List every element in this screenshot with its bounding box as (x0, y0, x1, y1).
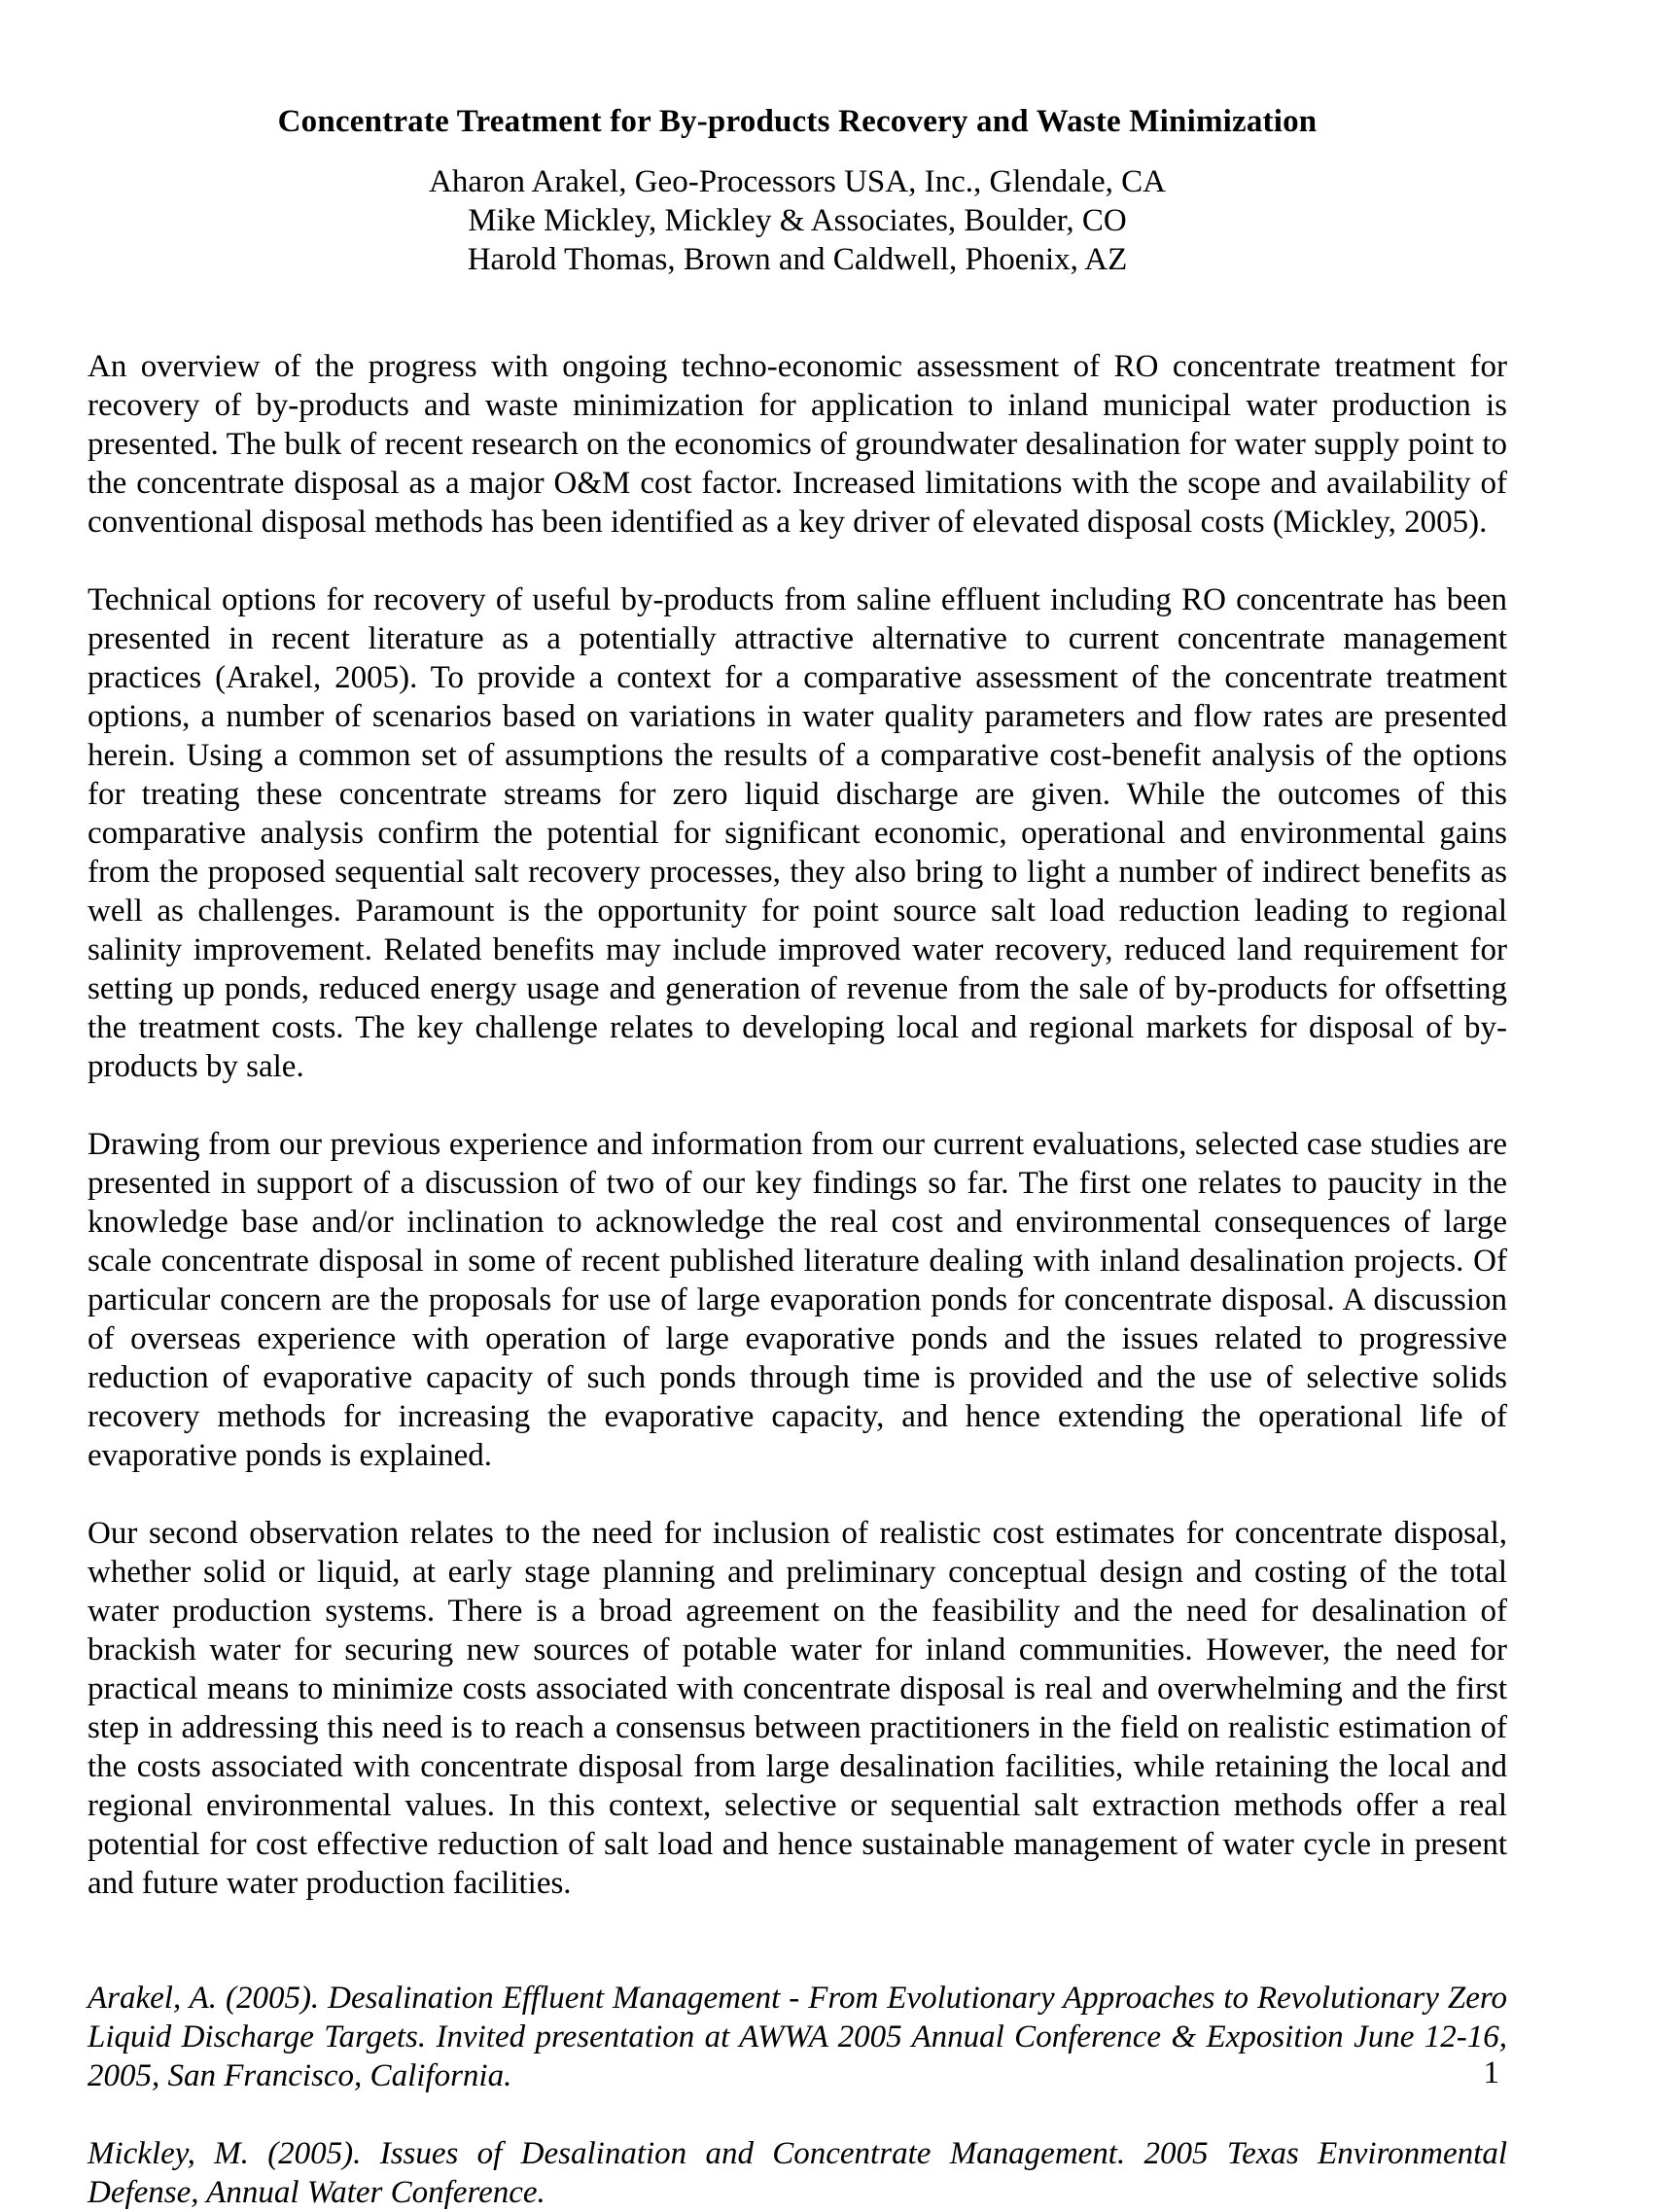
reference-arakel-2005: Arakel, A. (2005). Desalination Effluent Management - From Evolutionary Approaches to Revolutionary Zero Liquid Discharge Targets. Invited presentation at AWWA 2005 Annual Conference & Exposition June 12-16, 2005, San Francisco, California. (88, 1981, 1507, 2093)
reference-mickley-2005: Mickley, M. (2005). Issues of Desalination and Concentrate Management. 2005 Texas Environmental Defense, Annual Water Conference. (88, 2136, 1507, 2210)
page-number: 1 (1483, 2055, 1499, 2090)
author-block (88, 162, 1507, 279)
abstract-paragraph-overview: An overview of the progress with ongoing techno-economic assessment of RO concentrate treatment for recovery of by-products and waste minimization for application to inland municipal water production is presented. The bulk of recent research on the economics of groundwater desalination for water supply point to the concentrate disposal as a major O&M cost factor. Increased limitations with the scope and availability of conventional disposal methods has been identified as a key driver of elevated disposal costs (Mickley, 2005). (88, 349, 1507, 540)
document-title: Concentrate Treatment for By-products Recovery and Waste Minimization (277, 104, 1318, 139)
author-line-3: Harold Thomas, Brown and Caldwell, Phoenix, AZ (467, 242, 1128, 277)
reference-list (88, 1979, 1507, 2212)
abstract-paragraph-technical-options: Technical options for recovery of useful by-products from saline effluent including RO concentrate has been presented in recent literature as a potentially attractive alternative to current concentrate management practices (Arakel, 2005). To provide a context for a comparative assessment of the concentrate treatment options, a number of scenarios based on variations in water quality parameters and flow rates are presented herein. Using a common set of assumptions the results of a comparative cost-benefit analysis of the options for treating these concentrate streams for zero liquid discharge are given. While the outcomes of this comparative analysis confirm the potential for significant economic, operational and environmental gains from the proposed sequential salt recovery processes, they also bring to light a number of indirect benefits as well as challenges. Paramount is the opportunity for point source salt load reduction leading to regional salinity improvement. Related benefits may include improved water recovery, reduced land requirement for setting up ponds, reduced energy usage and generation of revenue from the sale of by-products for offsetting the treatment costs. The key challenge relates to developing local and regional markets for disposal of by-products by sale. (88, 582, 1507, 1084)
author-line-2: Mike Mickley, Mickley & Associates, Boulder, CO (468, 203, 1127, 238)
abstract-paragraph-second-observation: Our second observation relates to the need for inclusion of realistic cost estimates for concentrate disposal, whether solid or liquid, at early stage planning and preliminary conceptual design and costing of the total water production systems. There is a broad agreement on the feasibility and the need for desalination of brackish water for securing new sources of potable water for inland communities. However, the need for practical means to minimize costs associated with concentrate disposal is real and overwhelming and the first step in addressing this need is to reach a consensus between practitioners in the field on realistic estimation of the costs associated with concentrate disposal from large desalination facilities, while retaining the local and regional environmental values. In this context, selective or sequential salt extraction methods offer a real potential for cost effective reduction of salt load and hence sustainable management of water cycle in present and future water production facilities. (88, 1516, 1507, 1901)
abstract-paragraph-case-studies: Drawing from our previous experience and information from our current evaluations, selected case studies are presented in support of a discussion of two of our key findings so far. The first one relates to paucity in the knowledge base and/or inclination to acknowledge the real cost and environmental consequences of large scale concentrate disposal in some of recent published literature dealing with inland desalination projects. Of particular concern are the proposals for use of large evaporation ponds for concentrate disposal. A discussion of overseas experience with operation of large evaporative ponds and the issues related to progressive reduction of evaporative capacity of such ponds through time is provided and the use of selective solids recovery methods for increasing the evaporative capacity, and hence extending the operational life of evaporative ponds is explained. (88, 1127, 1507, 1473)
author-line-1: Aharon Arakel, Geo-Processors USA, Inc., Glendale, CA (429, 164, 1166, 199)
